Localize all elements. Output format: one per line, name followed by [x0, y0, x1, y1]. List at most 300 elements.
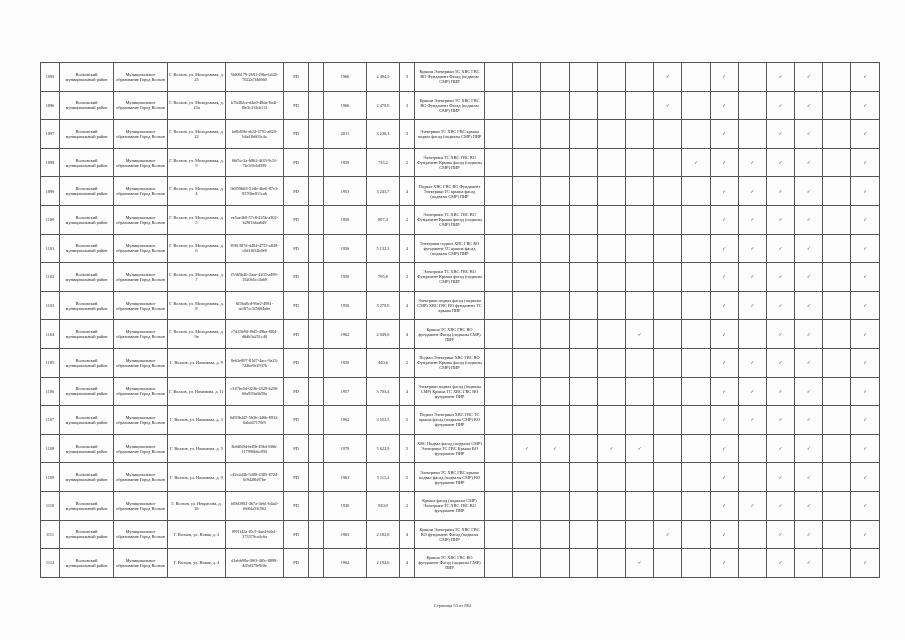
- work-check-cell: ✓: [625, 320, 653, 349]
- work-check-cell: [682, 63, 710, 92]
- work-check-cell: [513, 263, 541, 292]
- municipality-cell: Муниципальное образование Город Волхов: [114, 348, 168, 377]
- work-check-cell: ✓: [766, 291, 794, 320]
- fias-guid-cell: d1ebb99a-f063-4f0c-8898-4d5d375e9f0e: [226, 549, 284, 578]
- project-doc-cell: PD: [284, 205, 309, 234]
- work-check-cell: [541, 463, 569, 492]
- row-number-cell: 1098: [41, 148, 60, 177]
- work-check-cell: [597, 348, 625, 377]
- area-cell: 735,2: [367, 148, 400, 177]
- work-check-cell: ✓: [710, 520, 738, 549]
- project-doc-cell: PD: [284, 120, 309, 149]
- project-doc-cell: PD: [284, 63, 309, 92]
- work-check-cell: ✓: [795, 291, 823, 320]
- works-list-cell: Крыши Электрики ТС ХВС ГВС ВО фундамент Фасад (подвалы СМР) ПИР: [415, 520, 485, 549]
- works-list-cell: Электрики ТС ХВС ГВС ВО Фундамент Крыша фасад (подвалы СМР) ПИР: [415, 263, 485, 292]
- work-check-cell: ✓: [766, 63, 794, 92]
- work-check-cell: ✓: [795, 348, 823, 377]
- work-check-cell: ✓: [851, 406, 879, 435]
- work-check-cell: [625, 120, 653, 149]
- work-check-cell: [682, 120, 710, 149]
- build-year-cell: 1962: [324, 406, 367, 435]
- row-number-cell: 1100: [41, 205, 60, 234]
- work-check-cell: ✓: [710, 463, 738, 492]
- work-check-cell: ✓: [738, 177, 766, 206]
- area-cell: 2 494,5: [367, 63, 400, 92]
- work-check-cell: ✓: [766, 520, 794, 549]
- work-check-cell: [823, 63, 851, 92]
- municipality-cell: Муниципальное образование Город Волхов: [114, 320, 168, 349]
- table-row: [41, 434, 880, 463]
- works-list-cell: Электрики подвал фасад (подвалы СМР) ХВС ГВС ВО фундамент ТС крыша ПИР: [415, 291, 485, 320]
- work-check-cell: [654, 348, 682, 377]
- work-check-cell: [682, 348, 710, 377]
- floors-cell: 3: [400, 120, 415, 149]
- work-check-cell: ✓: [851, 177, 879, 206]
- work-check-cell: [569, 291, 597, 320]
- work-check-cell: [682, 491, 710, 520]
- municipality-cell: Муниципальное образование Город Волхов: [114, 263, 168, 292]
- work-check-cell: [513, 377, 541, 406]
- project-doc-cell: PD: [284, 491, 309, 520]
- table-row: [41, 63, 880, 92]
- work-check-cell: ✓: [625, 549, 653, 578]
- work-check-cell: [682, 463, 710, 492]
- work-check-cell: ✓: [851, 91, 879, 120]
- work-check-cell: ✓: [766, 406, 794, 435]
- build-year-cell: 1957: [324, 377, 367, 406]
- table-row: [41, 320, 880, 349]
- work-check-cell: [513, 205, 541, 234]
- project-doc-cell: PD: [284, 263, 309, 292]
- municipality-cell: Муниципальное образование Город Волхов: [114, 120, 168, 149]
- work-check-cell: [738, 520, 766, 549]
- project-doc-cell: PD: [284, 234, 309, 263]
- fias-guid-cell: ee5ae460-57c8-425b-a302-b29f1bfaa6d9: [226, 205, 284, 234]
- work-check-cell: ✓: [766, 120, 794, 149]
- works-list-cell: Электрики ТС ХВС ГВС крыша подвал фасад (подвалы СМР) ВО фундамент ПИР: [415, 463, 485, 492]
- municipality-cell: Муниципальное образование Город Волхов: [114, 406, 168, 435]
- work-check-cell: ✓: [795, 463, 823, 492]
- row-number-cell: 1102: [41, 263, 60, 292]
- work-check-cell: [569, 205, 597, 234]
- works-list-cell: Электрики подвал фасад (подвалы СМР) Крыша ТС ХВС ГВС ВО фундамент ПИР: [415, 377, 485, 406]
- work-check-cell: [597, 520, 625, 549]
- build-year-cell: 1962: [324, 320, 367, 349]
- work-check-cell: [597, 291, 625, 320]
- work-check-cell: ✓: [766, 463, 794, 492]
- work-check-cell: ✓: [795, 234, 823, 263]
- work-check-cell: [513, 177, 541, 206]
- work-check-cell: [654, 491, 682, 520]
- empty-cell: [309, 63, 324, 92]
- work-check-cell: ✓: [851, 549, 879, 578]
- district-cell: Волховский муниципальный район: [60, 148, 114, 177]
- work-check-cell: [823, 234, 851, 263]
- floors-cell: 4: [400, 320, 415, 349]
- floors-cell: 4: [400, 291, 415, 320]
- work-check-cell: ✓: [795, 549, 823, 578]
- municipality-cell: Муниципальное образование Город Волхов: [114, 520, 168, 549]
- work-check-cell: [569, 120, 597, 149]
- project-doc-cell: PD: [284, 406, 309, 435]
- area-cell: 2 192,6: [367, 549, 400, 578]
- floors-cell: 2: [400, 205, 415, 234]
- work-check-cell: [654, 291, 682, 320]
- work-check-cell: [597, 177, 625, 206]
- work-check-cell: [513, 463, 541, 492]
- work-check-cell: ✓: [710, 205, 738, 234]
- work-check-cell: [654, 205, 682, 234]
- area-cell: 5 111,2: [367, 463, 400, 492]
- table-row: [41, 406, 880, 435]
- work-check-cell: [823, 120, 851, 149]
- work-check-cell: [625, 177, 653, 206]
- empty-cell: [309, 406, 324, 435]
- district-cell: Волховский муниципальный район: [60, 491, 114, 520]
- floors-cell: 5: [400, 434, 415, 463]
- empty-cell: [309, 205, 324, 234]
- work-check-cell: [597, 320, 625, 349]
- work-check-cell: [823, 263, 851, 292]
- work-check-cell: [541, 348, 569, 377]
- work-check-cell: [682, 520, 710, 549]
- work-check-cell: [513, 120, 541, 149]
- area-cell: 807,4: [367, 205, 400, 234]
- work-check-cell: [682, 234, 710, 263]
- work-check-cell: [569, 549, 597, 578]
- address-cell: Г. Волхов, ул. Молодежная, д. 7: [168, 263, 226, 292]
- work-check-cell: [597, 91, 625, 120]
- empty-cell: [309, 434, 324, 463]
- row-number-cell: 1101: [41, 234, 60, 263]
- work-check-cell: [597, 63, 625, 92]
- works-list-cell: Крыши Электрики ТС ХВС ГВС ВО Фундамент Фасад (подвалы СМР) ПИР: [415, 91, 485, 120]
- work-check-cell: [541, 63, 569, 92]
- district-cell: Волховский муниципальный район: [60, 263, 114, 292]
- project-doc-cell: PD: [284, 549, 309, 578]
- work-check-cell: [513, 491, 541, 520]
- work-check-cell: [569, 348, 597, 377]
- work-check-cell: ✓: [795, 377, 823, 406]
- work-check-cell: [513, 63, 541, 92]
- work-check-cell: [654, 463, 682, 492]
- work-check-cell: [485, 434, 513, 463]
- address-cell: Г. Волхов, ул. Молодежная, д. 9: [168, 148, 226, 177]
- work-check-cell: [682, 549, 710, 578]
- work-check-cell: ✓: [766, 263, 794, 292]
- municipality-cell: Муниципальное образование Город Волхов: [114, 234, 168, 263]
- municipality-cell: Муниципальное образование Город Волхов: [114, 148, 168, 177]
- work-check-cell: ✓: [654, 63, 682, 92]
- work-check-cell: ✓: [851, 320, 879, 349]
- work-check-cell: [597, 263, 625, 292]
- work-check-cell: [541, 91, 569, 120]
- work-check-cell: ✓: [738, 263, 766, 292]
- municipality-cell: Муниципальное образование Город Волхов: [114, 549, 168, 578]
- work-check-cell: ✓: [682, 148, 710, 177]
- empty-cell: [309, 549, 324, 578]
- works-list-cell: Крыша ТС ХВС ГВС ВО фундамент Фасад (подвалы СМР) ПИР: [415, 549, 485, 578]
- works-list-cell: Подвал Электрики ХВС ГВС ТС крыша фасад (подвалы СМР) ВО фундамент ПИР: [415, 406, 485, 435]
- work-check-cell: [625, 291, 653, 320]
- work-check-cell: [823, 549, 851, 578]
- work-check-cell: [625, 205, 653, 234]
- area-cell: 2 182,8: [367, 520, 400, 549]
- work-check-cell: [625, 148, 653, 177]
- work-check-cell: ✓: [851, 377, 879, 406]
- work-check-cell: [569, 148, 597, 177]
- work-check-cell: ✓: [795, 177, 823, 206]
- work-check-cell: ✓: [710, 63, 738, 92]
- work-check-cell: ✓: [795, 520, 823, 549]
- work-check-cell: [569, 491, 597, 520]
- fias-guid-cell: 3b6ffb9d-bd5b-49b4-8f6b-f17990b6c890: [226, 434, 284, 463]
- work-check-cell: ✓: [738, 377, 766, 406]
- work-check-cell: [654, 434, 682, 463]
- work-check-cell: ✓: [738, 234, 766, 263]
- floors-cell: 2: [400, 491, 415, 520]
- work-check-cell: [682, 406, 710, 435]
- work-check-cell: [738, 120, 766, 149]
- district-cell: Волховский муниципальный район: [60, 177, 114, 206]
- work-check-cell: [738, 549, 766, 578]
- work-check-cell: ✓: [851, 63, 879, 92]
- work-check-cell: ✓: [766, 177, 794, 206]
- work-check-cell: ✓: [541, 434, 569, 463]
- build-year-cell: 1956: [324, 234, 367, 263]
- work-check-cell: [569, 320, 597, 349]
- work-check-cell: [597, 148, 625, 177]
- address-cell: Г. Волхов, ул. Молодежная, д. 4: [168, 177, 226, 206]
- work-check-cell: [625, 406, 653, 435]
- work-check-cell: [823, 463, 851, 492]
- build-year-cell: 1950: [324, 348, 367, 377]
- area-cell: 440,6: [367, 348, 400, 377]
- floors-cell: 4: [400, 177, 415, 206]
- work-check-cell: [485, 120, 513, 149]
- work-check-cell: ✓: [795, 434, 823, 463]
- area-cell: 5 622,9: [367, 434, 400, 463]
- work-check-cell: [597, 491, 625, 520]
- address-cell: Г. Волхов, ул. Молодежная, д. 5: [168, 205, 226, 234]
- work-check-cell: ✓: [766, 320, 794, 349]
- work-check-cell: ✓: [710, 434, 738, 463]
- fias-guid-cell: c7d25b90-f9d5-49ba-8f04-d6db5a251c40: [226, 320, 284, 349]
- address-cell: Г. Волхов, ул. Некрасова, д. 26: [168, 491, 226, 520]
- work-check-cell: [823, 291, 851, 320]
- work-check-cell: ✓: [766, 234, 794, 263]
- empty-cell: [309, 148, 324, 177]
- work-check-cell: [625, 234, 653, 263]
- work-check-cell: ✓: [766, 148, 794, 177]
- build-year-cell: 1978: [324, 434, 367, 463]
- project-doc-cell: PD: [284, 348, 309, 377]
- works-list-cell: Крыши Электрики ТС ХВС ГВС ВО Фундамент Фасад (подвалы СМР) ПИР: [415, 63, 485, 92]
- municipality-cell: Муниципальное образование Город Волхов: [114, 91, 168, 120]
- row-number-cell: 1103: [41, 291, 60, 320]
- row-number-cell: 1096: [41, 91, 60, 120]
- work-check-cell: [541, 205, 569, 234]
- municipality-cell: Муниципальное образование Город Волхов: [114, 177, 168, 206]
- address-cell: Г. Волхов, ул. Нахимова, д. 3: [168, 406, 226, 435]
- work-check-cell: [738, 463, 766, 492]
- work-check-cell: [597, 234, 625, 263]
- work-check-cell: [654, 377, 682, 406]
- address-cell: Г. Волхов, ул. Нахимова, д. 9: [168, 463, 226, 492]
- work-check-cell: [823, 177, 851, 206]
- district-cell: Волховский муниципальный район: [60, 234, 114, 263]
- work-check-cell: [597, 463, 625, 492]
- work-check-cell: [485, 63, 513, 92]
- work-check-cell: [654, 549, 682, 578]
- work-check-cell: ✓: [766, 348, 794, 377]
- address-cell: Г. Волхов, ул. Молодежная, д. 22: [168, 120, 226, 149]
- row-number-cell: 1106: [41, 377, 60, 406]
- work-check-cell: [597, 120, 625, 149]
- district-cell: Волховский муниципальный район: [60, 520, 114, 549]
- work-check-cell: ✓: [597, 434, 625, 463]
- address-cell: Г. Волхов, ул. Нахимова, д. 5: [168, 434, 226, 463]
- table-row: [41, 177, 880, 206]
- work-check-cell: [485, 463, 513, 492]
- table-row: [41, 91, 880, 120]
- work-check-cell: ✓: [851, 491, 879, 520]
- empty-cell: [309, 263, 324, 292]
- work-check-cell: [485, 491, 513, 520]
- work-check-cell: [597, 406, 625, 435]
- work-check-cell: [541, 263, 569, 292]
- work-check-cell: ✓: [795, 91, 823, 120]
- work-check-cell: ✓: [710, 491, 738, 520]
- work-check-cell: [485, 406, 513, 435]
- work-check-cell: [485, 291, 513, 320]
- work-check-cell: ✓: [710, 549, 738, 578]
- fias-guid-cell: 5fd06179-2691-49be-b445-7022a7f4d660: [226, 63, 284, 92]
- works-list-cell: Электрики ТС ХВС ГВС ВО Фундамент Крыша фасад (подвалы СМР) ПИР: [415, 205, 485, 234]
- district-cell: Волховский муниципальный район: [60, 549, 114, 578]
- table-row: [41, 291, 880, 320]
- build-year-cell: 2011: [324, 120, 367, 149]
- work-check-cell: [513, 348, 541, 377]
- address-cell: Г. Волхов, ул. Молодежная, д. 23а: [168, 91, 226, 120]
- work-check-cell: [682, 177, 710, 206]
- work-check-cell: [569, 434, 597, 463]
- work-check-cell: ✓: [851, 291, 879, 320]
- municipality-cell: Муниципальное образование Город Волхов: [114, 63, 168, 92]
- work-check-cell: [569, 63, 597, 92]
- row-number-cell: 1108: [41, 434, 60, 463]
- floors-cell: 2: [400, 263, 415, 292]
- work-check-cell: ✓: [710, 148, 738, 177]
- fias-guid-cell: 3981387d-d484-4755-a849-c0d1f652b0e8: [226, 234, 284, 263]
- works-list-cell: Электрики ТС ХВС ГВС ВО Фундамент Крыша фасад (подвалы СМР) ПИР: [415, 148, 485, 177]
- build-year-cell: 1953: [324, 177, 367, 206]
- work-check-cell: ✓: [710, 320, 738, 349]
- row-number-cell: 1105: [41, 348, 60, 377]
- work-check-cell: [569, 177, 597, 206]
- floors-cell: 5: [400, 406, 415, 435]
- work-check-cell: [513, 320, 541, 349]
- district-cell: Волховский муниципальный район: [60, 463, 114, 492]
- work-check-cell: [541, 120, 569, 149]
- work-check-cell: [625, 491, 653, 520]
- work-check-cell: ✓: [738, 291, 766, 320]
- work-check-cell: [541, 377, 569, 406]
- table-row: [41, 234, 880, 263]
- build-year-cell: 1962: [324, 549, 367, 578]
- work-check-cell: ✓: [710, 406, 738, 435]
- address-cell: Г. Волхов, ул. Молодежная, д. 25: [168, 63, 226, 92]
- build-year-cell: 1930: [324, 491, 367, 520]
- empty-cell: [309, 234, 324, 263]
- work-check-cell: ✓: [851, 348, 879, 377]
- work-check-cell: ✓: [710, 91, 738, 120]
- row-number-cell: 1107: [41, 406, 60, 435]
- fias-guid-cell: 0a959b68-51db-4be6-87e3-9576be011cab: [226, 177, 284, 206]
- work-check-cell: ✓: [625, 434, 653, 463]
- work-check-cell: [485, 91, 513, 120]
- build-year-cell: 1966: [324, 63, 367, 92]
- work-check-cell: [654, 120, 682, 149]
- work-check-cell: [738, 320, 766, 349]
- work-check-cell: [597, 205, 625, 234]
- work-check-cell: [682, 263, 710, 292]
- district-cell: Волховский муниципальный район: [60, 348, 114, 377]
- work-check-cell: ✓: [795, 205, 823, 234]
- municipality-cell: Муниципальное образование Город Волхов: [114, 463, 168, 492]
- table-row: [41, 205, 880, 234]
- work-check-cell: [682, 205, 710, 234]
- works-list-cell: ХВС Подвал фасад (подвалы СМР) Электрики ТС ГВС Крыша ВО фундамент ПИР: [415, 434, 485, 463]
- work-check-cell: ✓: [710, 263, 738, 292]
- works-list-cell: Электрики ТС ХВС ГВС крыша подвал фасад (подвалы СМР) ПИР: [415, 120, 485, 149]
- area-cell: 3 703,4: [367, 377, 400, 406]
- work-check-cell: [654, 177, 682, 206]
- work-check-cell: [682, 320, 710, 349]
- fias-guid-cell: 66f5cc2a-b862-4f43-9c5f-7fe1f0c6d599: [226, 148, 284, 177]
- work-check-cell: ✓: [766, 91, 794, 120]
- works-list-cell: Подвал Электрики ХВС ГВС ВО Фундамент Крыша фасад (подвалы СМР) ПИР: [415, 348, 485, 377]
- fias-guid-cell: f5365b46-2aae-4203-a499-1520b5cc4a69: [226, 263, 284, 292]
- fias-guid-cell: 6f56a8cd-9be2-4981-ac0f7cc5f5604a6e: [226, 291, 284, 320]
- empty-cell: [309, 91, 324, 120]
- works-list-cell: Крыша фасад (подвалы СМР) Электрики ТС ХВС ГВС ВО фундамент ПИР: [415, 491, 485, 520]
- table-row: [41, 120, 880, 149]
- work-check-cell: [625, 91, 653, 120]
- work-check-cell: [625, 463, 653, 492]
- work-check-cell: [823, 320, 851, 349]
- municipality-cell: Муниципальное образование Город Волхов: [114, 491, 168, 520]
- empty-cell: [309, 348, 324, 377]
- district-cell: Волховский муниципальный район: [60, 291, 114, 320]
- district-cell: Волховский муниципальный район: [60, 205, 114, 234]
- work-check-cell: [513, 234, 541, 263]
- area-cell: 3 243,7: [367, 177, 400, 206]
- fias-guid-cell: c347bc0d-023b-4529-b256-60a959a6b59a: [226, 377, 284, 406]
- empty-cell: [309, 177, 324, 206]
- work-check-cell: ✓: [795, 148, 823, 177]
- district-cell: Волховский муниципальный район: [60, 120, 114, 149]
- work-check-cell: [485, 549, 513, 578]
- build-year-cell: 1963: [324, 520, 367, 549]
- district-cell: Волховский муниципальный район: [60, 434, 114, 463]
- build-year-cell: 1950: [324, 263, 367, 292]
- work-check-cell: ✓: [851, 148, 879, 177]
- work-check-cell: [541, 491, 569, 520]
- fias-guid-cell: 8e62e897-81d7-4acc-9a23-722be9e2937b: [226, 348, 284, 377]
- area-cell: 795,8: [367, 263, 400, 292]
